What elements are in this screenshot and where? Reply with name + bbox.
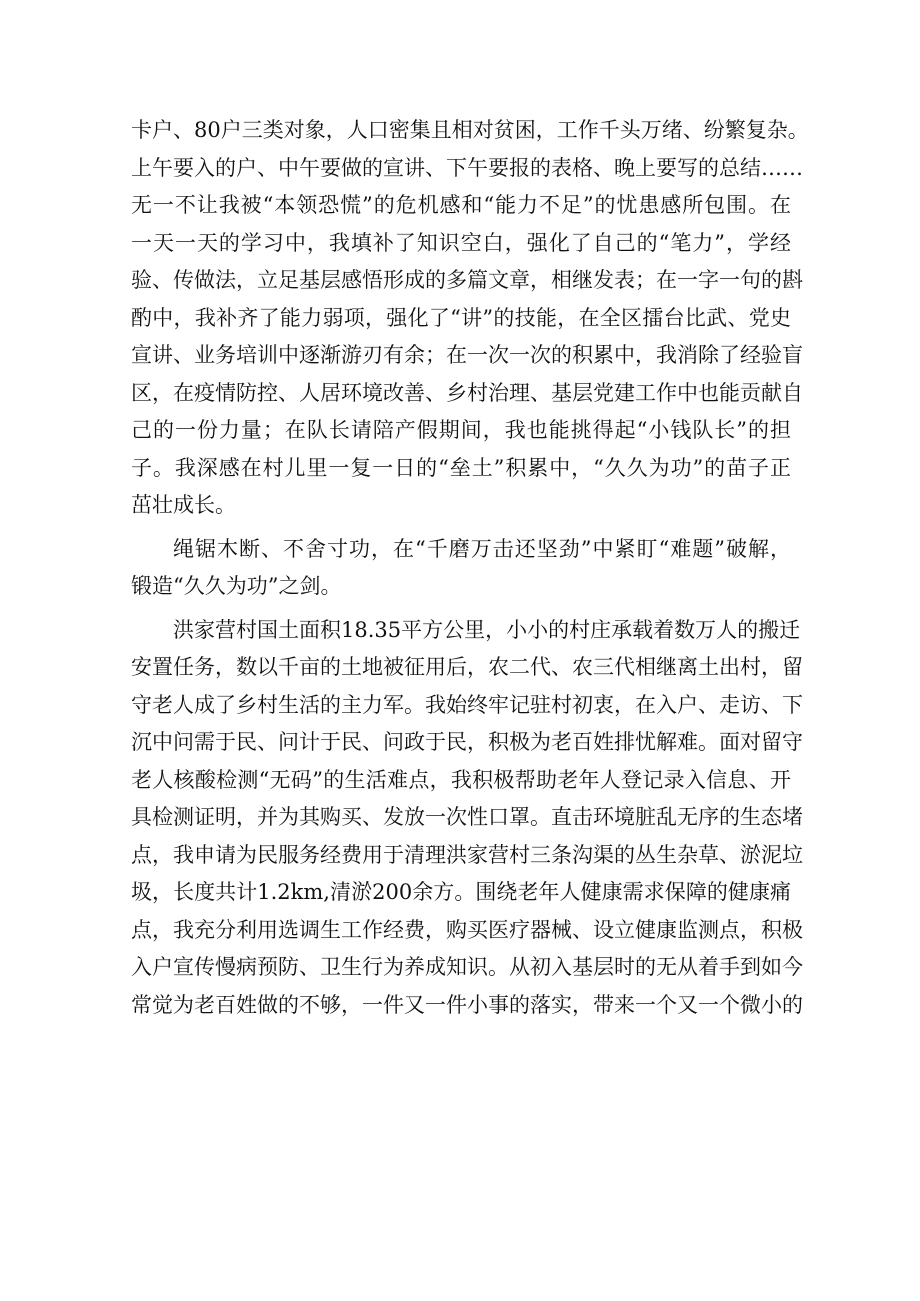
text-line: 守老人成了乡村生活的主力军。我始终牢记驻村初衷，在入户、走访、下 [131, 692, 803, 717]
paragraph-3 [131, 612, 803, 1025]
text-line: 点，我申请为民服务经费用于清理洪家营村三条沟渠的丛生杂草、淤泥垃 [131, 842, 803, 867]
text-line: 一天一天的学习中，我填补了知识空白，强化了自己的“笔力”，学经 [131, 230, 791, 255]
text-line: 入户宣传慢病预防、卫生行为养成知识。从初入基层时的无从着手到如今 [131, 955, 803, 979]
text-line: 常觉为老百姓做的不够，一件又一件小事的落实，带来一个又一个微小的 [131, 992, 803, 1017]
text-line: 己的一份力量；在队长请陪产假期间，我也能挑得起“小钱队长”的担 [131, 418, 791, 442]
text-line: 沉中问需于民、问计于民、问政于民，积极为老百姓排忧解难。面对留守 [131, 730, 803, 754]
text-line: 子。我深感在村儿里一复一日的“垒土”积累中，“久久为功”的苗子正 [131, 455, 791, 480]
text-line: 锻造“久久为功”之剑。 [131, 574, 342, 598]
paragraph-1 [131, 112, 809, 525]
text-line: 老人核酸检测“无码”的生活难点，我积极帮助老年人登记录入信息、开 [131, 767, 791, 792]
text-line: 宣讲、业务培训中逐渐游刃有余；在一次一次的积累中，我消除了经验盲 [131, 343, 803, 367]
text-line: 安置任务，数以千亩的土地被征用后，农二代、农三代相继离土出村，留 [131, 655, 803, 679]
text-line: 卡户、80户三类对象，人口密集且相对贫困，工作千头万绪、纷繁复杂。 [131, 118, 809, 142]
text-line: 上午要入的户、中午要做的宣讲、下午要报的表格、晚上要写的总结…… [131, 155, 803, 180]
document-body [131, 112, 809, 1024]
text-line: 验、传做法，立足基层感悟形成的多篇文章，相继发表；在一字一句的斟 [131, 268, 803, 292]
text-line: 点，我充分利用选调生工作经费，购买医疗器械、设立健康监测点，积极 [131, 917, 803, 942]
paragraph-2 [131, 531, 791, 606]
text-line: 无一不让我被“本领恐慌”的危机感和“能力不足”的忧患感所包围。在 [131, 193, 791, 217]
text-line: 区，在疫情防控、人居环境改善、乡村治理、基层党建工作中也能贡献自 [131, 380, 803, 405]
text-line: 茁壮成长。 [131, 493, 236, 517]
text-line: 绳锯木断、不舍寸功，在“千磨万击还坚劲”中紧盯“难题”破解， [173, 536, 791, 561]
text-line: 具检测证明，并为其购买、发放一次性口罩。直击环境脏乱无序的生态堵 [131, 805, 803, 829]
text-line: 酌中，我补齐了能力弱项，强化了“讲”的技能，在全区擂台比武、党史 [131, 305, 791, 330]
text-line: 洪家营村国土面积18.35平方公里，小小的村庄承载着数万人的搬迁 [173, 617, 801, 642]
text-line: 圾，长度共计1.2km,清淤200余方。围绕老年人健康需求保障的健康痛 [131, 880, 791, 904]
